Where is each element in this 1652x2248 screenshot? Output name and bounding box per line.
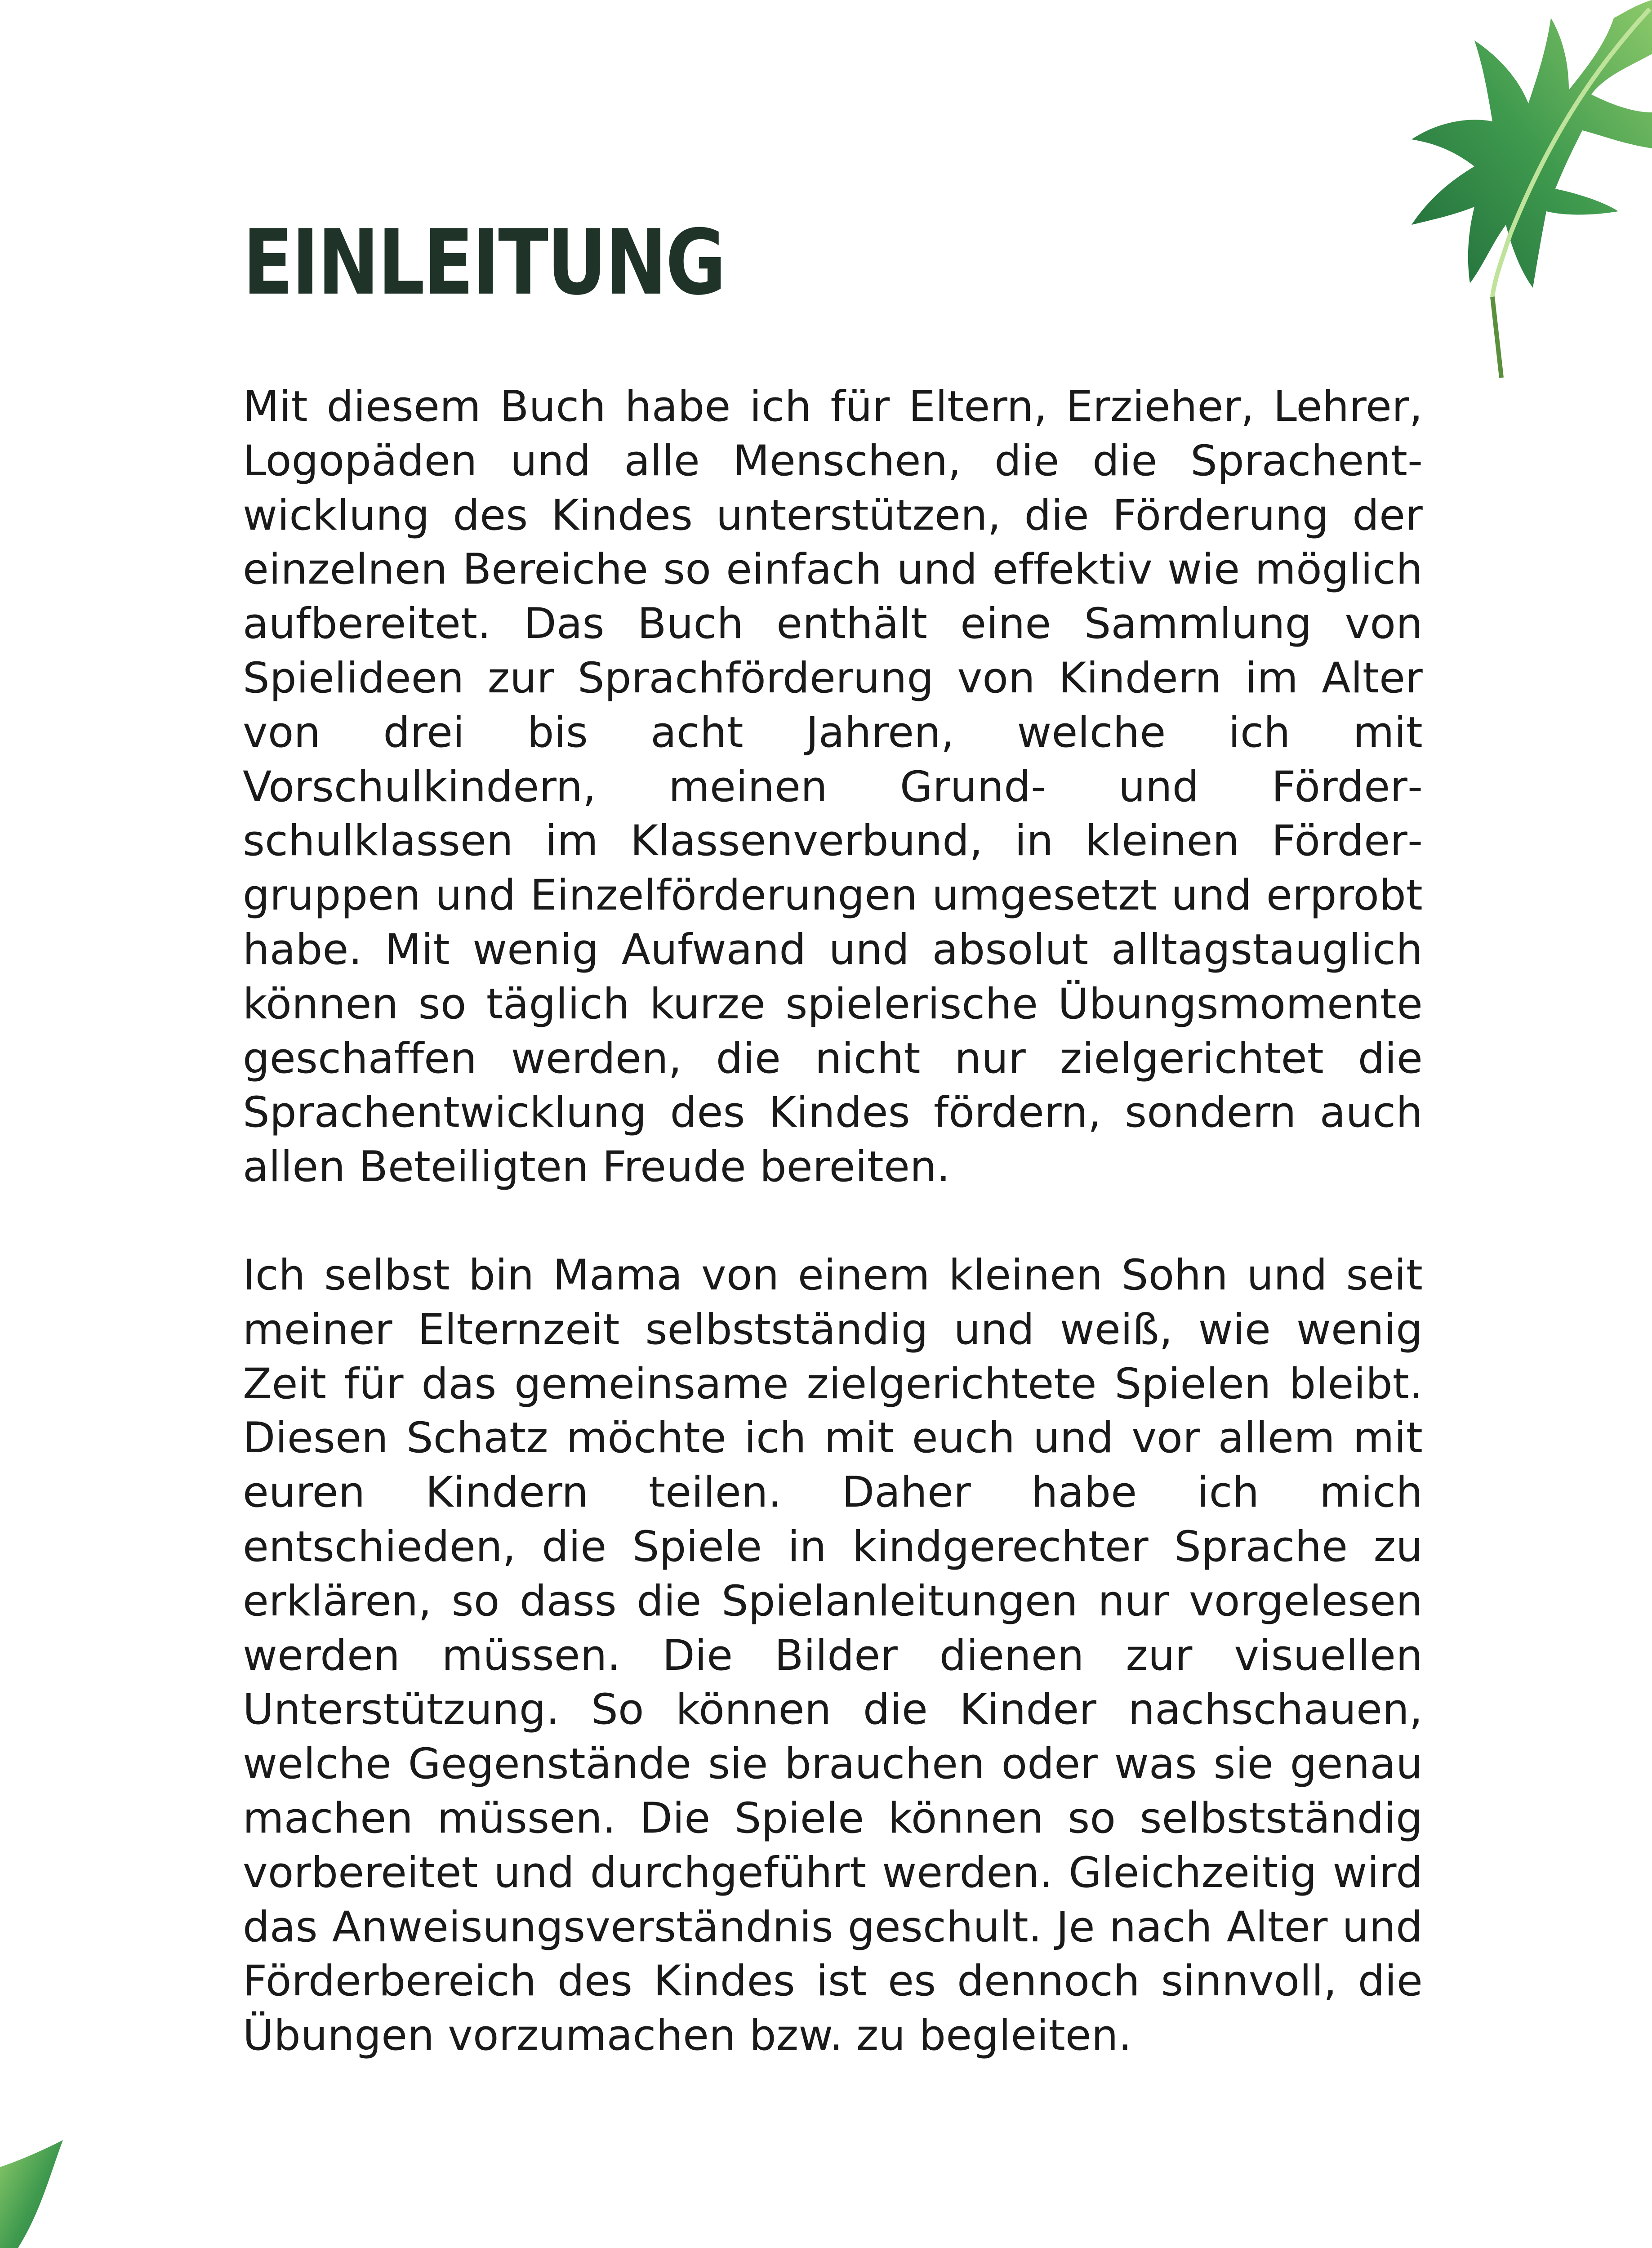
paragraph-1: Mit diesem Buch habe ich für Eltern, Erzieher, Lehrer, Logopäden und alle Menschen, die die Sprachentwicklung des Kindes unterstützen, die Förderung der einzelnen Bereiche so einfach und effektiv wie möglich aufbereitet. Das Buch enthält eine Sammlung von Spielideen zur Sprachförderung von Kindern im Alter von drei bis acht Jahren, welche ich mit Vorschulkindern, meinen Grund- und Förderschulklassen im Klassenverbund, in kleinen Fördergruppen und Einzelförderungen umgesetzt und erprobt habe. Mit wenig Aufwand und absolut alltagstauglich können so täglich kurze spielerische Übungsmomente geschaffen werden, die nicht nur zielgerichtet die Sprachentwicklung des Kindes fördern, sondern auch allen Beteiligten Freude bereiten. — [243, 382, 1423, 1192]
page-title: EINLEITUNG — [243, 210, 725, 315]
paragraph-2: Ich selbst bin Mama von einem kleinen Sohn und seit meiner Elternzeit selbstständig und weiß, wie wenig Zeit für das gemeinsame zielgerichtete Spielen bleibt. Diesen Schatz möchte ich mit euch und vor allem mit euren Kindern teilen. Daher habe ich mich entschieden, die Spiele in kindgerechter Sprache zu erklären, so dass die Spielanleitungen nur vorgelesen werden müssen. Die Bilder dienen zur visuellen Unterstützung. So können die Kinder nachschauen, welche Gegenstände sie brauchen oder was sie genau machen müssen. Die Spiele können so selbstständig vorbereitet und durchgeführt werden. Gleichzeitig wird das Anweisungsverständnis geschult. Je nach Alter und Förderbereich des Kindes ist es dennoch sinnvoll, die Übungen vorzumachen bzw. zu begleiten. — [243, 1250, 1423, 2061]
monstera-leaf-icon — [1160, 0, 1652, 382]
body-text — [243, 380, 1423, 2063]
calathea-leaf-icon — [0, 2140, 306, 2248]
